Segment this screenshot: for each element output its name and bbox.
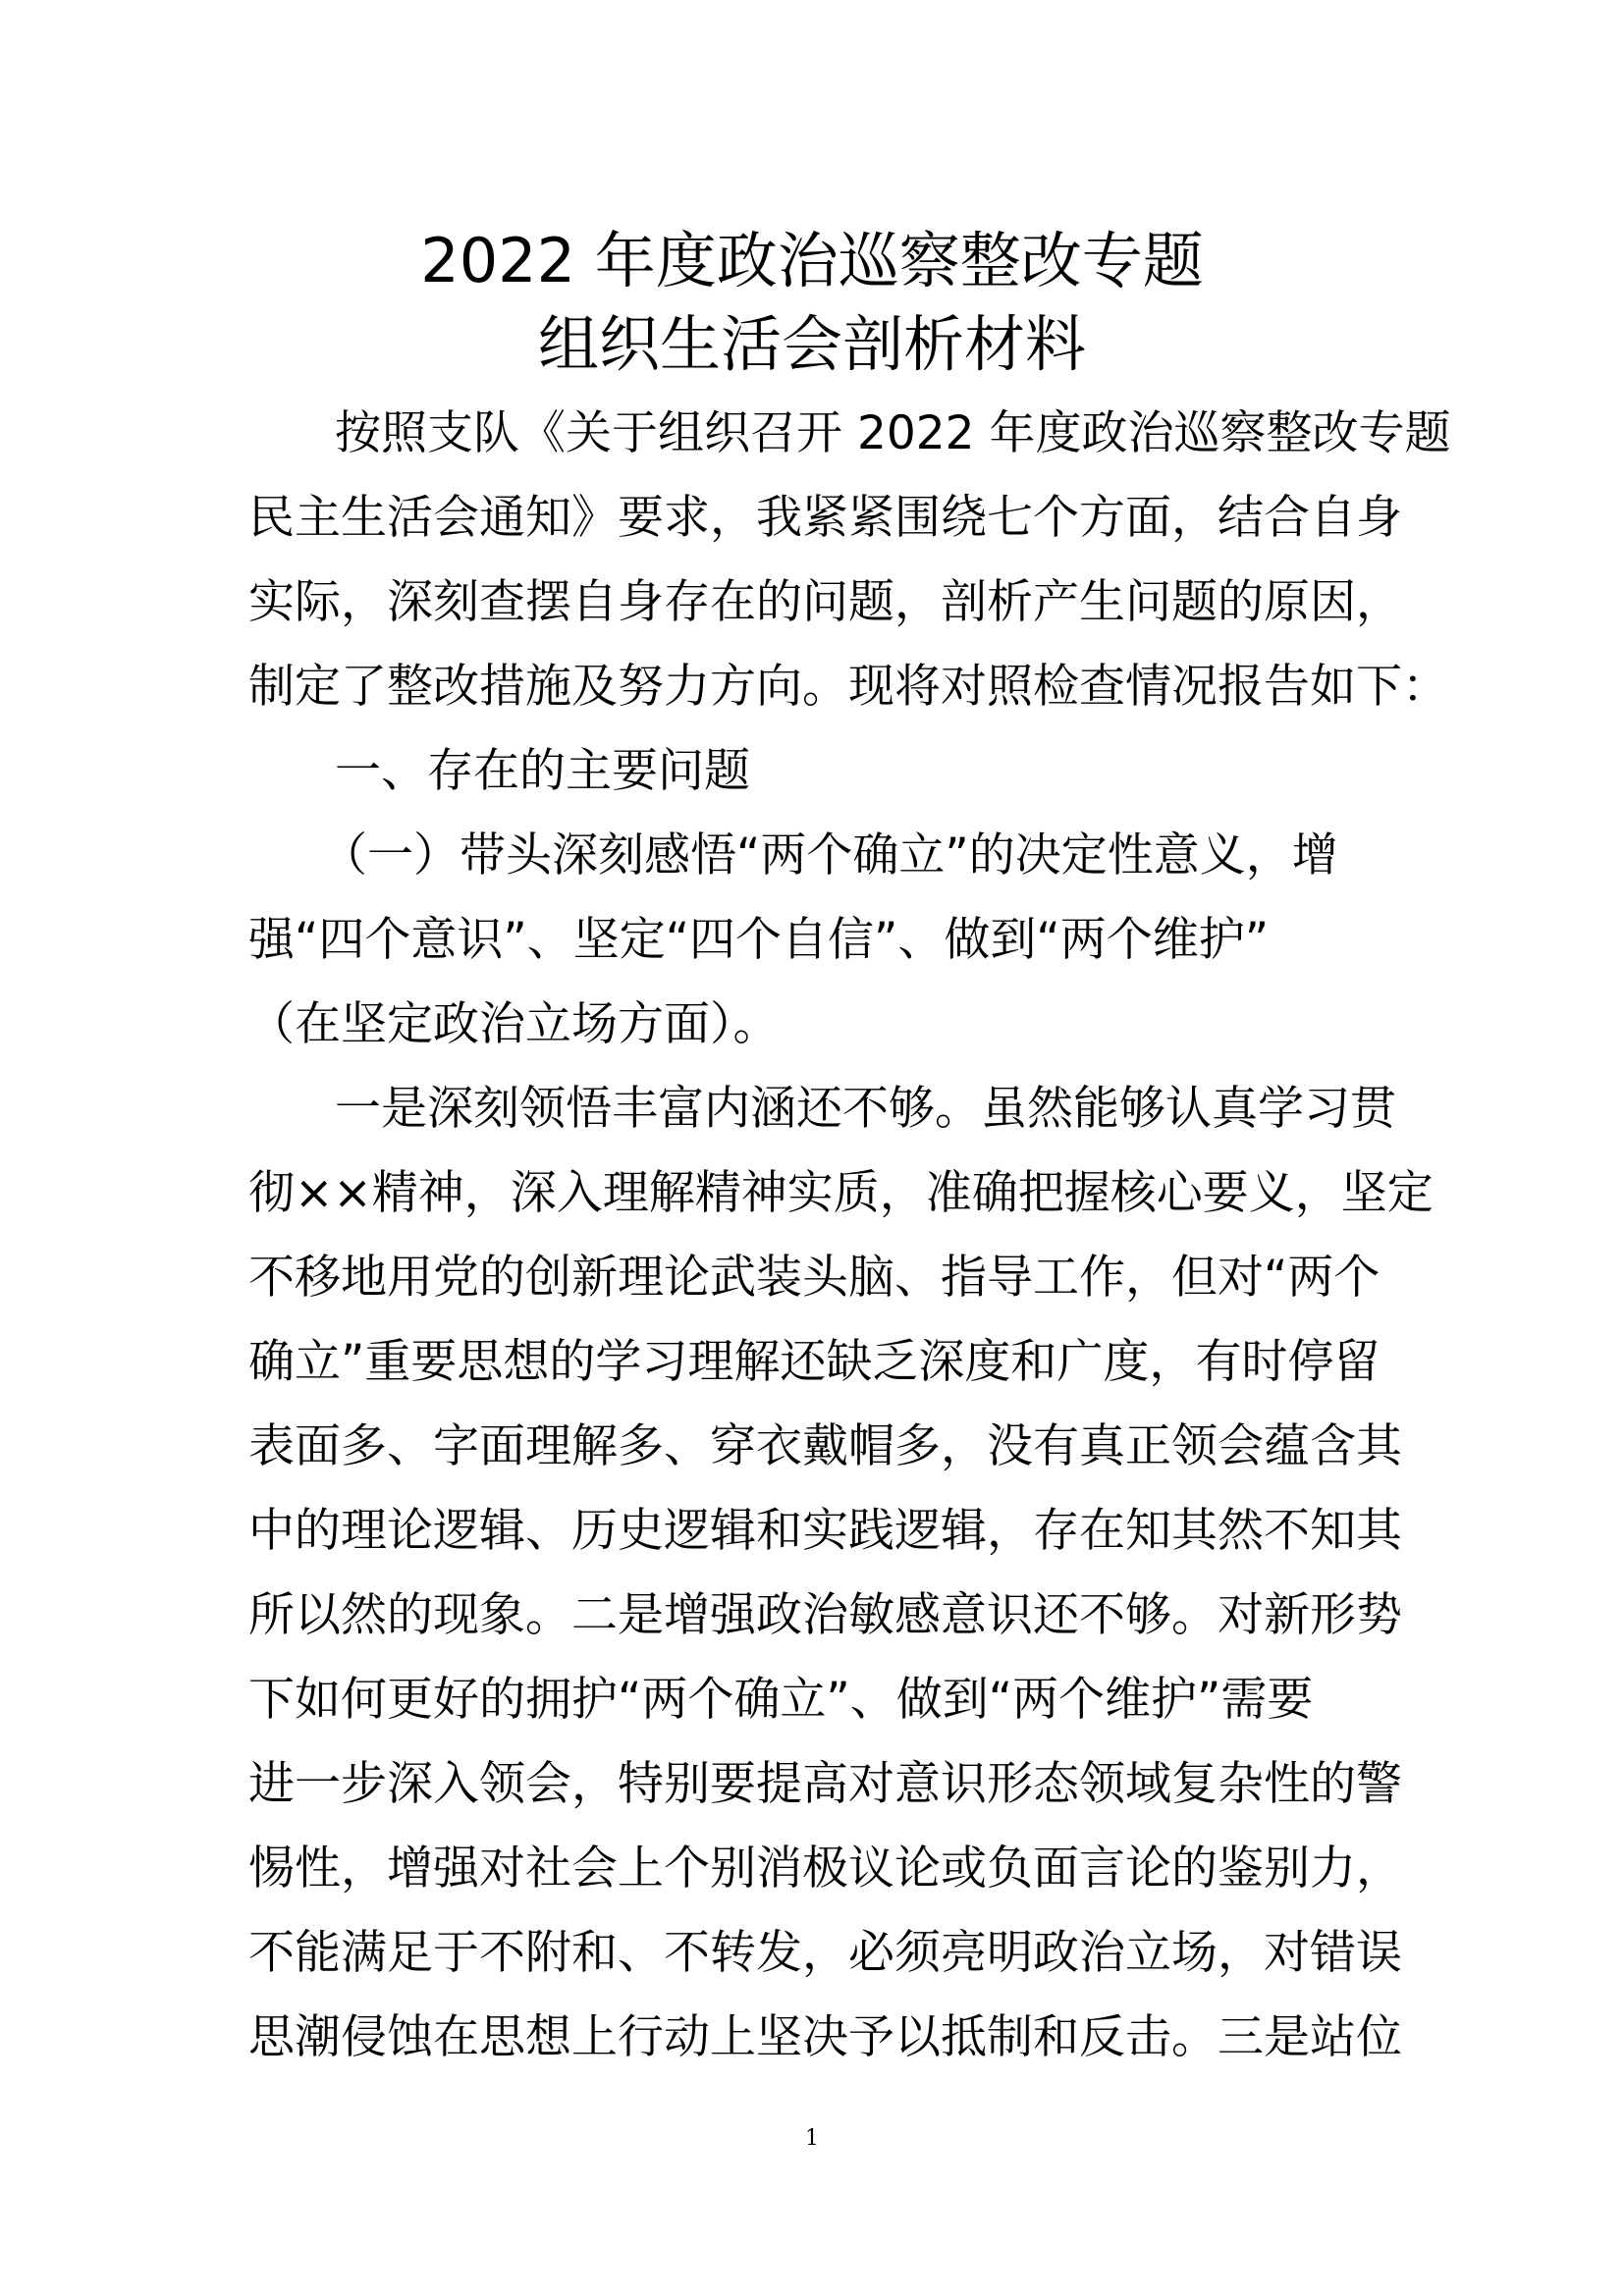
page-number: 1	[805, 2126, 819, 2151]
subsection-heading-line-2: 强“四个意识”、坚定“四个自信”、做到“两个维护”	[248, 913, 1270, 967]
body-line-16: 下如何更好的拥护“两个确立”、做到“两个维护”需要	[248, 1673, 1314, 1727]
body-line-3: 实际，深刻查摆自身存在的问题，剖析产生问题的原因，	[248, 575, 1402, 629]
body-line-13: 表面多、字面理解多、穿衣戴帽多，没有真正领会蕴含其	[248, 1419, 1402, 1473]
body-line-1: 按照支队《关于组织召开 2022 年度政治巡察整改专题	[335, 406, 1451, 460]
body-line-9: 一是深刻领悟丰富内涵还不够。虽然能够认真学习贯	[335, 1082, 1396, 1136]
subsection-heading-line-3: （在坚定政治立场方面）。	[248, 997, 780, 1051]
section-heading: 一、存在的主要问题	[335, 744, 750, 798]
body-line-14: 中的理论逻辑、历史逻辑和实践逻辑，存在知其然不知其	[248, 1504, 1402, 1558]
body-line-4: 制定了整改措施及努力方向。现将对照检查情况报告如下：	[248, 660, 1448, 714]
body-line-10: 彻××精神，深入理解精神实质，准确把握核心要义，坚定	[248, 1166, 1434, 1220]
body-line-20: 思潮侵蚀在思想上行动上坚决予以抵制和反击。三是站位	[248, 2010, 1402, 2064]
body-line-11: 不移地用党的创新理论武装头脑、指导工作，但对“两个	[248, 1251, 1380, 1305]
body-line-15: 所以然的现象。二是增强政治敏感意识还不够。对新形势	[248, 1588, 1402, 1642]
body-line-18: 惕性，增强对社会上个别消极议论或负面言论的鉴别力，	[248, 1842, 1402, 1896]
subsection-heading-line-1: （一）带头深刻感悟“两个确立”的决定性意义，增	[321, 828, 1338, 882]
document-title-line-1: 2022 年度政治巡察整改专题	[420, 225, 1204, 296]
document-title-line-2: 组织生活会剖析材料	[537, 308, 1086, 380]
body-line-19: 不能满足于不附和、不转发，必须亮明政治立场，对错误	[248, 1926, 1402, 1980]
body-line-2: 民主生活会通知》要求，我紧紧围绕七个方面，结合自身	[248, 491, 1402, 545]
body-line-12: 确立”重要思想的学习理解还缺乏深度和广度，有时停留	[248, 1335, 1380, 1389]
body-line-17: 进一步深入领会，特别要提高对意识形态领域复杂性的警	[248, 1757, 1402, 1811]
